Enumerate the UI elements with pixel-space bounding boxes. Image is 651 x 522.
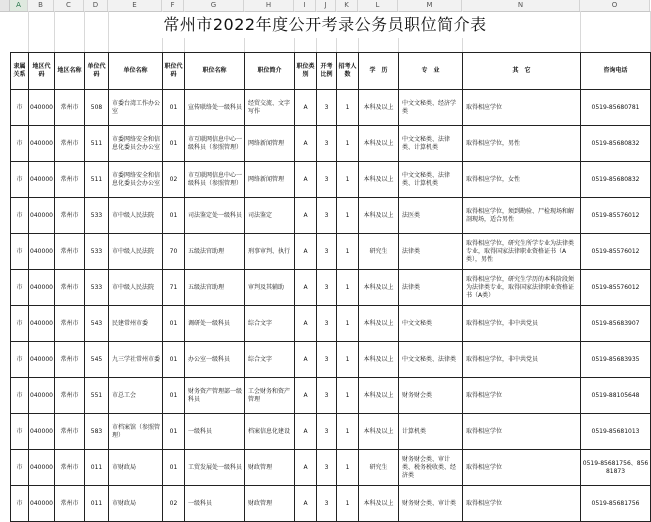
- table-row: [11, 126, 651, 162]
- table-cell[interactable]: 0519-85683907: [581, 306, 651, 342]
- table-cell[interactable]: 取得相应学位: [463, 414, 581, 450]
- header-cell[interactable]: 专 业: [399, 53, 463, 90]
- column-header-d[interactable]: D: [84, 0, 108, 11]
- table-cell[interactable]: 财务资产管理部一级科员: [185, 378, 245, 414]
- table-cell[interactable]: 583: [85, 414, 109, 450]
- table-cell[interactable]: 3: [317, 414, 337, 450]
- header-cell[interactable]: 单位代码: [85, 53, 109, 90]
- table-cell[interactable]: 市: [11, 270, 29, 306]
- header-cell[interactable]: 学 历: [359, 53, 399, 90]
- table-cell[interactable]: 工会财务和资产管理: [245, 378, 295, 414]
- table-cell[interactable]: 0519-85683935: [581, 342, 651, 378]
- table-cell[interactable]: 040000: [29, 342, 55, 378]
- table-cell[interactable]: 取得相应学位: [463, 90, 581, 126]
- table-row: [11, 342, 651, 378]
- column-header-j[interactable]: J: [316, 0, 336, 11]
- table-cell[interactable]: 040000: [29, 126, 55, 162]
- table-cell[interactable]: 市互联网信息中心一级科员（参照管理）: [185, 126, 245, 162]
- table-cell[interactable]: 543: [85, 306, 109, 342]
- table-cell[interactable]: 办公室一级科员: [185, 342, 245, 378]
- table-cell[interactable]: 1: [337, 198, 359, 234]
- table-cell[interactable]: 财政管理: [245, 450, 295, 486]
- header-cell[interactable]: 职位代码: [163, 53, 185, 90]
- table-cell[interactable]: 01: [163, 342, 185, 378]
- table-row: [11, 198, 651, 234]
- table-cell[interactable]: 九三学社常州市委: [109, 342, 163, 378]
- header-cell[interactable]: 隶属关系: [11, 53, 29, 90]
- table-cell[interactable]: 040000: [29, 486, 55, 522]
- table-cell[interactable]: 02: [163, 162, 185, 198]
- table-cell[interactable]: 市委网络安全和信息化委员会办公室: [109, 126, 163, 162]
- table-cell[interactable]: 网络新闻管理: [245, 162, 295, 198]
- table-cell[interactable]: 040000: [29, 450, 55, 486]
- table-cell[interactable]: 民建常州市委: [109, 306, 163, 342]
- table-cell[interactable]: A: [295, 198, 317, 234]
- table-cell[interactable]: 网络新闻管理: [245, 126, 295, 162]
- table-cell[interactable]: A: [295, 162, 317, 198]
- table-row: [11, 306, 651, 342]
- table-cell[interactable]: 市总工会: [109, 378, 163, 414]
- table-cell[interactable]: 计算机类: [399, 414, 463, 450]
- table-cell[interactable]: 市: [11, 450, 29, 486]
- table-cell[interactable]: 市中级人民法院: [109, 270, 163, 306]
- table-row: [11, 486, 651, 522]
- table-cell[interactable]: 3: [317, 306, 337, 342]
- table-cell[interactable]: 3: [317, 342, 337, 378]
- table-cell[interactable]: 法医类: [399, 198, 463, 234]
- table-cell[interactable]: 011: [85, 486, 109, 522]
- table-cell[interactable]: 1: [337, 162, 359, 198]
- table-cell[interactable]: 五级法官助理: [185, 234, 245, 270]
- table-cell[interactable]: 1: [337, 450, 359, 486]
- table-cell[interactable]: 0519-85680781: [581, 90, 651, 126]
- table-cell[interactable]: 财政管理: [245, 486, 295, 522]
- table-cell[interactable]: 本科及以上: [359, 90, 399, 126]
- table-cell[interactable]: 综合文字: [245, 342, 295, 378]
- table-cell[interactable]: A: [295, 234, 317, 270]
- table-cell[interactable]: 市: [11, 342, 29, 378]
- table-cell[interactable]: 市中级人民法院: [109, 198, 163, 234]
- table-cell[interactable]: 经贸交流、文字写作: [245, 90, 295, 126]
- table-cell[interactable]: 70: [163, 234, 185, 270]
- table-cell[interactable]: 工贸发展处一级科员: [185, 450, 245, 486]
- table-cell[interactable]: 本科及以上: [359, 378, 399, 414]
- table-cell[interactable]: 040000: [29, 378, 55, 414]
- table-cell[interactable]: 中文文秘类、法律类、计算机类: [399, 162, 463, 198]
- table-cell[interactable]: 法律类: [399, 270, 463, 306]
- table-cell[interactable]: 司法鉴定处一级科员: [185, 198, 245, 234]
- table-cell[interactable]: 本科及以上: [359, 198, 399, 234]
- table-cell[interactable]: 本科及以上: [359, 270, 399, 306]
- table-row: [11, 234, 651, 270]
- table-cell[interactable]: 3: [317, 234, 337, 270]
- table-cell[interactable]: A: [295, 90, 317, 126]
- table-cell[interactable]: 本科及以上: [359, 414, 399, 450]
- table-row: [11, 270, 651, 306]
- table-cell[interactable]: 0519-85681756: [581, 486, 651, 522]
- table-cell[interactable]: 551: [85, 378, 109, 414]
- table-cell[interactable]: 市财政局: [109, 450, 163, 486]
- table-cell[interactable]: 市: [11, 234, 29, 270]
- table-cell[interactable]: 01: [163, 378, 185, 414]
- table-cell[interactable]: 市财政局: [109, 486, 163, 522]
- table-row: [11, 90, 651, 126]
- table-cell[interactable]: 取得相应学位，女性: [463, 162, 581, 198]
- table-cell[interactable]: 常州市: [55, 126, 85, 162]
- table-cell[interactable]: 市: [11, 306, 29, 342]
- table-cell[interactable]: 五级法官助理: [185, 270, 245, 306]
- column-header-l[interactable]: L: [358, 0, 398, 11]
- table-cell[interactable]: 常州市: [55, 270, 85, 306]
- table-cell[interactable]: A: [295, 126, 317, 162]
- table-cell[interactable]: 3: [317, 126, 337, 162]
- column-header-b[interactable]: B: [28, 0, 54, 11]
- table-cell[interactable]: A: [295, 306, 317, 342]
- table-cell[interactable]: 取得相应学位: [463, 378, 581, 414]
- table-cell[interactable]: 本科及以上: [359, 162, 399, 198]
- table-cell[interactable]: 市委网络安全和信息化委员会办公室: [109, 162, 163, 198]
- table-cell[interactable]: A: [295, 378, 317, 414]
- table-cell[interactable]: 中文文秘类、法律类、计算机类: [399, 126, 463, 162]
- select-all-corner[interactable]: [0, 0, 10, 11]
- table-row: [11, 378, 651, 414]
- column-header-c[interactable]: C: [54, 0, 84, 11]
- header-cell[interactable]: 招考人数: [337, 53, 359, 90]
- table-cell[interactable]: 本科及以上: [359, 306, 399, 342]
- table-cell[interactable]: 档案信息化建设: [245, 414, 295, 450]
- table-cell[interactable]: 040000: [29, 414, 55, 450]
- table-cell[interactable]: 财务财会类、审计类、税务税收类、经济类: [399, 450, 463, 486]
- table-cell[interactable]: 本科及以上: [359, 126, 399, 162]
- table-cell[interactable]: 常州市: [55, 234, 85, 270]
- header-cell[interactable]: 单位名称: [109, 53, 163, 90]
- sheet-title: 常州市2022年度公开考录公务员职位简介表: [110, 12, 540, 38]
- table-cell[interactable]: 研究生: [359, 450, 399, 486]
- table-cell[interactable]: 1: [337, 306, 359, 342]
- table-cell[interactable]: 0519-85680832: [581, 162, 651, 198]
- table-cell[interactable]: 市: [11, 126, 29, 162]
- table-cell[interactable]: 1: [337, 234, 359, 270]
- table-cell[interactable]: 040000: [29, 234, 55, 270]
- column-header-o[interactable]: O: [580, 0, 650, 11]
- table-cell[interactable]: 一级科员: [185, 414, 245, 450]
- header-cell[interactable]: 地区代码: [29, 53, 55, 90]
- table-cell[interactable]: 取得相应学位，男性: [463, 126, 581, 162]
- header-cell[interactable]: 职位名称: [185, 53, 245, 90]
- table-cell[interactable]: 01: [163, 198, 185, 234]
- table-cell[interactable]: 0519-88105648: [581, 378, 651, 414]
- column-header-a[interactable]: A: [10, 0, 28, 11]
- table-cell[interactable]: 0519-85680832: [581, 126, 651, 162]
- table-cell[interactable]: 533: [85, 198, 109, 234]
- table-cell[interactable]: 取得相应学位，非中共党员: [463, 342, 581, 378]
- table-cell[interactable]: 3: [317, 270, 337, 306]
- table-cell[interactable]: 01: [163, 450, 185, 486]
- table-cell[interactable]: 3: [317, 90, 337, 126]
- table-cell[interactable]: 法律类: [399, 234, 463, 270]
- table-cell[interactable]: 取得相应学位，非中共党员: [463, 306, 581, 342]
- table-cell[interactable]: 040000: [29, 270, 55, 306]
- table-cell[interactable]: 040000: [29, 306, 55, 342]
- table-cell[interactable]: 财务财会类、审计类: [399, 486, 463, 522]
- table-cell[interactable]: 1: [337, 342, 359, 378]
- table-cell[interactable]: 3: [317, 378, 337, 414]
- table-cell[interactable]: 综合文字: [245, 306, 295, 342]
- table-cell[interactable]: 市: [11, 378, 29, 414]
- table-cell[interactable]: 常州市: [55, 450, 85, 486]
- table-cell[interactable]: 1: [337, 126, 359, 162]
- header-cell[interactable]: 其 它: [463, 53, 581, 90]
- column-header-g[interactable]: G: [184, 0, 244, 11]
- table-cell[interactable]: 中文文秘类、经济学类: [399, 90, 463, 126]
- header-cell[interactable]: 开考比例: [317, 53, 337, 90]
- table-row: [11, 414, 651, 450]
- table-cell[interactable]: 市委台湾工作办公室: [109, 90, 163, 126]
- table-cell[interactable]: 市互联网信息中心一级科员（参照管理）: [185, 162, 245, 198]
- table-cell[interactable]: 040000: [29, 162, 55, 198]
- table-cell[interactable]: 取得相应学位，研究生学历的本科阶段须为法律类专业，取得国家法律职业资格证书（A类）: [463, 270, 581, 306]
- table-cell[interactable]: 研究生: [359, 234, 399, 270]
- table-cell[interactable]: 3: [317, 450, 337, 486]
- table-cell[interactable]: 常州市: [55, 486, 85, 522]
- table-cell[interactable]: A: [295, 270, 317, 306]
- table-cell[interactable]: 常州市: [55, 414, 85, 450]
- table-cell[interactable]: 取得相应学位: [463, 486, 581, 522]
- table-cell[interactable]: 审判及其辅助: [245, 270, 295, 306]
- table-cell[interactable]: 常州市: [55, 378, 85, 414]
- column-header-m[interactable]: M: [398, 0, 462, 11]
- column-header-n[interactable]: N: [462, 0, 580, 11]
- table-cell[interactable]: 司法鉴定: [245, 198, 295, 234]
- table-cell[interactable]: 刑事审判、执行: [245, 234, 295, 270]
- table-cell[interactable]: 01: [163, 90, 185, 126]
- table-cell[interactable]: 市: [11, 414, 29, 450]
- column-header-h[interactable]: H: [244, 0, 294, 11]
- table-cell[interactable]: 本科及以上: [359, 342, 399, 378]
- table-cell[interactable]: 533: [85, 234, 109, 270]
- table-cell[interactable]: 0519-85681013: [581, 414, 651, 450]
- table-cell[interactable]: 财务财会类: [399, 378, 463, 414]
- table-cell[interactable]: 01: [163, 126, 185, 162]
- table-cell[interactable]: 511: [85, 162, 109, 198]
- table-row: [11, 162, 651, 198]
- table-cell[interactable]: 0519-85681756、85681873: [581, 450, 651, 486]
- column-header-f[interactable]: F: [162, 0, 184, 11]
- table-cell[interactable]: 3: [317, 486, 337, 522]
- table-cell[interactable]: 040000: [29, 90, 55, 126]
- table-cell[interactable]: 常州市: [55, 162, 85, 198]
- table-cell[interactable]: 市: [11, 198, 29, 234]
- table-cell[interactable]: 71: [163, 270, 185, 306]
- table-cell[interactable]: 本科及以上: [359, 486, 399, 522]
- table-cell[interactable]: 市: [11, 90, 29, 126]
- column-header-e[interactable]: E: [108, 0, 162, 11]
- table-cell[interactable]: 3: [317, 198, 337, 234]
- table-row: [11, 450, 651, 486]
- table-cell[interactable]: 常州市: [55, 306, 85, 342]
- header-cell[interactable]: 职位简介: [245, 53, 295, 90]
- table-cell[interactable]: 取得相应学位，研究生所学专业为法律类专业，取得国家法律职业资格证书（A类），男性: [463, 234, 581, 270]
- table-cell[interactable]: 中文文秘类: [399, 306, 463, 342]
- table-cell[interactable]: 调研处一级科员: [185, 306, 245, 342]
- table-cell[interactable]: 3: [317, 162, 337, 198]
- table-cell[interactable]: 02: [163, 486, 185, 522]
- table-cell[interactable]: 01: [163, 306, 185, 342]
- table-cell[interactable]: 0519-85576012: [581, 198, 651, 234]
- table-cell[interactable]: 01: [163, 414, 185, 450]
- table-cell[interactable]: 1: [337, 486, 359, 522]
- column-header-k[interactable]: K: [336, 0, 358, 11]
- table-cell[interactable]: 宣传联络处一级科员: [185, 90, 245, 126]
- table-cell[interactable]: 常州市: [55, 342, 85, 378]
- header-cell[interactable]: 职位类别: [295, 53, 317, 90]
- table-cell[interactable]: 545: [85, 342, 109, 378]
- column-header-i[interactable]: I: [294, 0, 316, 11]
- table-cell[interactable]: 取得相应学位，须到勘验、尸检现场和解剖现场，适合男性: [463, 198, 581, 234]
- table-cell[interactable]: 一级科员: [185, 486, 245, 522]
- table-cell[interactable]: A: [295, 450, 317, 486]
- table-header-row: [11, 53, 651, 90]
- table-cell[interactable]: 市: [11, 486, 29, 522]
- table-cell[interactable]: 533: [85, 270, 109, 306]
- table-cell[interactable]: A: [295, 342, 317, 378]
- table-cell[interactable]: 市中级人民法院: [109, 234, 163, 270]
- table-cell[interactable]: 1: [337, 414, 359, 450]
- table-cell[interactable]: 市档案馆（参照管理）: [109, 414, 163, 450]
- table-cell[interactable]: 1: [337, 270, 359, 306]
- table-cell[interactable]: A: [295, 486, 317, 522]
- table-cell[interactable]: 市: [11, 162, 29, 198]
- table-cell[interactable]: 取得相应学位: [463, 450, 581, 486]
- header-cell[interactable]: 地区名称: [55, 53, 85, 90]
- table-cell[interactable]: 1: [337, 378, 359, 414]
- table-cell[interactable]: 0519-85576012: [581, 270, 651, 306]
- table-cell[interactable]: 0519-85576012: [581, 234, 651, 270]
- table-cell[interactable]: 1: [337, 90, 359, 126]
- table-cell[interactable]: 常州市: [55, 90, 85, 126]
- table-cell[interactable]: A: [295, 414, 317, 450]
- header-cell[interactable]: 咨询电话: [581, 53, 651, 90]
- table-cell[interactable]: 中文文秘类、法律类: [399, 342, 463, 378]
- table-cell[interactable]: 011: [85, 450, 109, 486]
- position-table: [10, 52, 651, 522]
- table-cell[interactable]: 508: [85, 90, 109, 126]
- table-cell[interactable]: 常州市: [55, 198, 85, 234]
- table-cell[interactable]: 511: [85, 126, 109, 162]
- table-cell[interactable]: 040000: [29, 198, 55, 234]
